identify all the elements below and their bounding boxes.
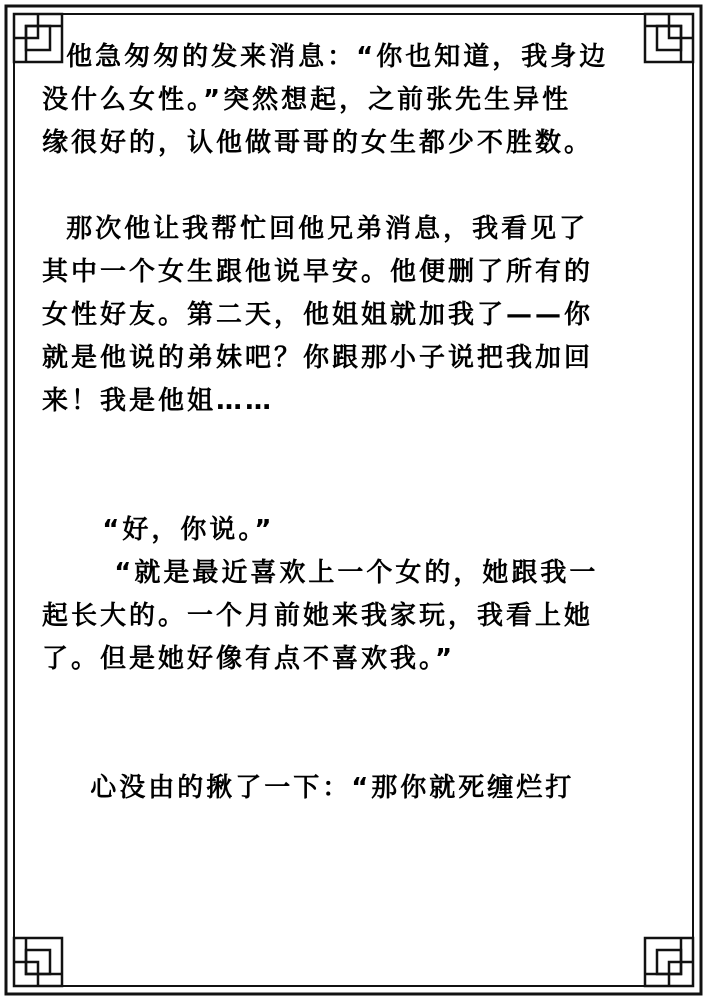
text-line: 心没由的揪了一下：“那你就死缠烂打 — [42, 773, 575, 803]
story-text — [42, 36, 682, 810]
text-line — [42, 165, 682, 208]
text-line: 了。但是她好像有点不喜欢我。” — [42, 644, 456, 674]
text-line: 缘很好的，认他做哥哥的女生都少不胜数。 — [42, 128, 594, 158]
text-line — [42, 466, 682, 509]
text-line: 那次他让我帮忙回他兄弟消息，我看见了 — [42, 214, 589, 244]
text-line: 他急匆匆的发来消息：“你也知道，我身边 — [42, 42, 609, 72]
text-line: “好，你说。” — [42, 515, 275, 545]
text-line: 起长大的。一个月前她来我家玩，我看上她 — [42, 601, 594, 631]
text-line: 女性好友。第二天，他姐姐就加我了——你 — [42, 300, 594, 330]
text-line — [42, 423, 682, 466]
corner-ornament-bottom-left — [14, 938, 62, 986]
text-line: “就是最近喜欢上一个女的，她跟我一 — [42, 558, 599, 588]
text-line: 没什么女性。”突然想起，之前张先生异性 — [42, 85, 572, 115]
text-line — [42, 724, 682, 767]
text-line: 其中一个女生跟他说早安。他便删了所有的 — [42, 257, 594, 287]
text-line: 来！我是他姐…… — [42, 386, 275, 416]
text-line: 就是他说的弟妹吧？你跟那小子说把我加回 — [42, 343, 594, 373]
text-line — [42, 681, 682, 724]
corner-ornament-bottom-right — [645, 938, 693, 986]
